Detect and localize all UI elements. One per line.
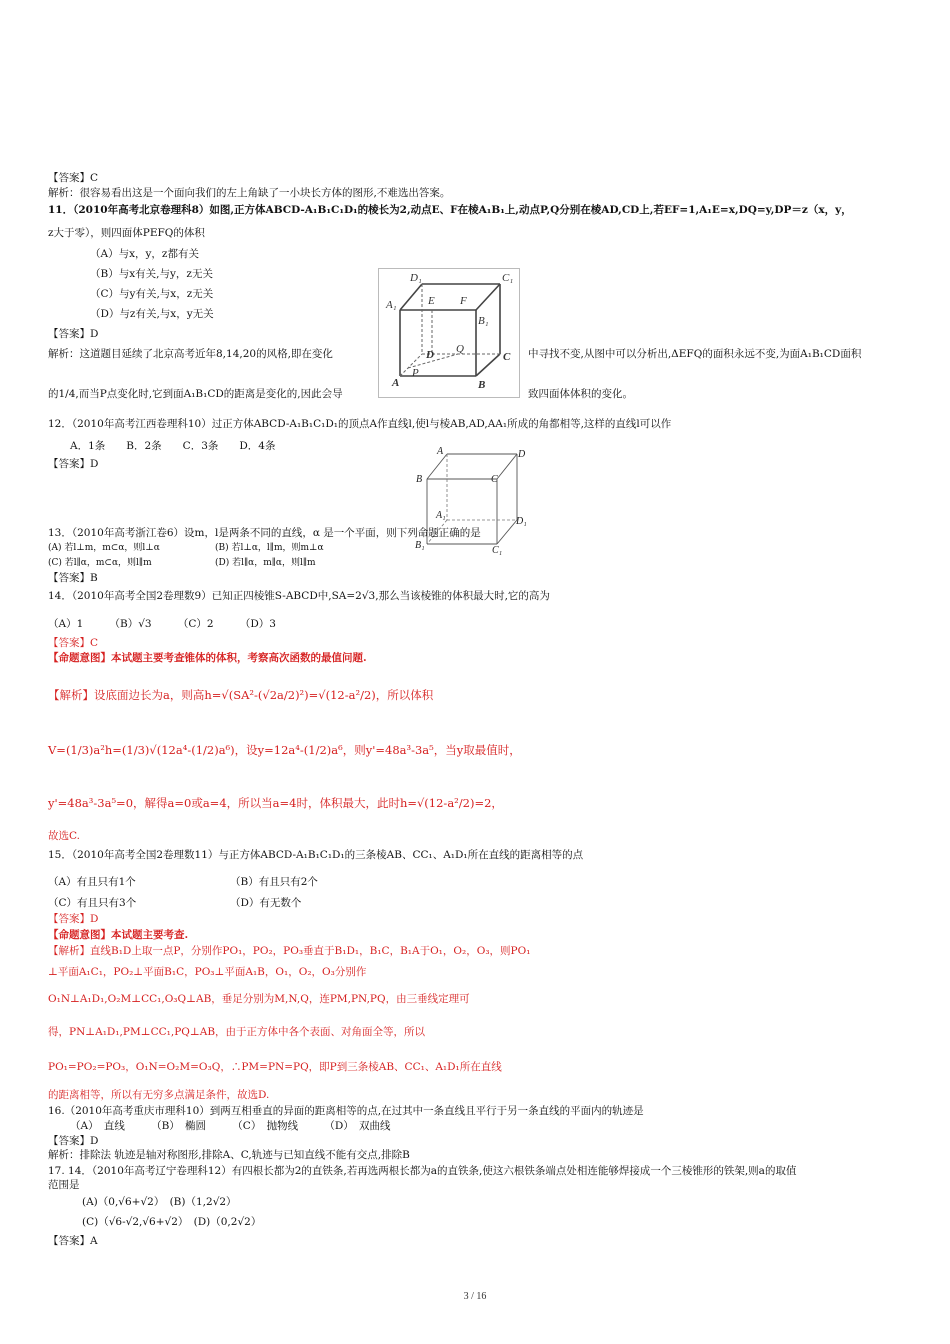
q13-option-b: (B) 若l⊥α，l∥m，则m⊥α [215,543,324,553]
question-15: 15．（2010年高考全国2卷理数11）与正方体ABCD-A₁B₁C₁D₁的三条棱AB、CC₁、A₁D₁所在直线的距离相等的点 [48,849,584,861]
analysis-text: 解析：排除法 轨迹是轴对称图形,排除A、C,轨迹与已知直线不能有交点,排除B [48,1149,410,1161]
solution-line-2: V=(1/3)a²h=(1/3)√(12a⁴-(1/2)a⁶)，设y=12a⁴-(1/2)a⁶，则y'=48a³-3a⁵，当y取最值时， [48,743,521,757]
fig1-label-a: A [392,377,400,389]
analysis-text: 的1/4,而当P点变化时,它到面A₁B₁CD的距离是变化的,因此会导 [48,388,343,400]
fig2-label-c: C [491,474,498,485]
analysis-text: 解析：这道题目延续了北京高考近年8,14,20的风格,即在变化 [48,348,333,360]
answer-label: 【答案】D [48,458,99,470]
solution-15-line-5: PO₁=PO₂=PO₃，O₁N=O₂M=O₃Q，∴PM=PN=PQ，即P到三条棱AB、CC₁、A₁D₁所在直线 [48,1061,502,1073]
answer-label-red: 【答案】C [48,637,99,649]
analysis-text: 解析：很容易看出这是一个面向我们的左上角缺了一小块长方体的图形,不难选出答案。 [48,187,451,199]
answer-label: 【答案】A [48,1235,98,1247]
fig1-label-q: Q [456,343,464,355]
q15-option-d: （D）有无数个 [230,897,302,909]
option-d: （D）与z有关,与x，y无关 [90,308,214,320]
question-13: 13．（2010年高考浙江卷6）设m，l是两条不同的直线，α 是一个平面，则下列命题正确的是 [48,527,481,539]
fig1-label-d: D [426,349,434,361]
question-17-cont: 范围是 [48,1179,80,1191]
q17-options-cd: (C)（√6-√2,√6+√2） (D)（0,2√2） [82,1216,262,1228]
fig1-label-p: P [412,367,419,379]
fig1-label-b1: B₁ [478,315,489,327]
solution-line-1: 【解析】设底面边长为a，则高h=√(SA²-(√2a/2)²)=√(12-a²/2)，所以体积 [48,688,434,702]
fig1-label-c: C [503,351,511,363]
option-a: （A）与x，y，z都有关 [90,248,199,260]
q11-text: 11．（2010年高考北京卷理科8）如图,正方体ABCD-A₁B₁C₁D₁的棱长为2,动点E、F在棱A₁B₁上,动点P,Q分别在棱AD,CD上,若EF=1,A₁E=x,DQ=y,DP＝z（x，y， [48,204,852,216]
solution-15-line-4: 得，PN⊥A₁D₁,PM⊥CC₁,PQ⊥AB，由于正方体中各个表面、对角面全等，所以 [48,1026,426,1038]
q17-options-ab: (A)（0,√6+√2） (B)（1,2√2） [82,1196,237,1208]
q13-option-a: (A) 若l⊥m，m⊂α，则l⊥α [48,543,160,553]
solution-15-line-1: 【解析】直线B₁D上取一点P，分别作PO₁，PO₂，PO₃垂直于B₁D₁，B₁C，B₁A于O₁，O₂，O₃，则PO₁ [48,945,531,957]
answer-label: 【答案】D [48,1135,99,1147]
fig2-label-d1: D₁ [516,516,527,527]
intent-text: 【命题意图】本试题主要考查锥体的体积，考察高次函数的最值问题. [48,652,367,664]
fig1-label-e: E [428,295,435,307]
intent-text: 【命题意图】本试题主要考查. [48,929,189,941]
question-17: 17. 14．（2010年高考辽宁卷理科12）有四根长都为2的直铁条,若再选两根长都为a的直铁条,使这六根铁条端点处相连能够焊接成一个三棱锥形的铁架,则a的取值 [48,1165,797,1177]
fig2-label-c1: C₁ [492,545,503,556]
fig1-label-a1: A₁ [386,299,397,311]
question-16: 16.（2010年高考重庆市理科10）到两互相垂直的异面的距离相等的点,在过其中一条直线且平行于另一条直线的平面内的轨迹是 [48,1105,644,1117]
analysis-text-right: 致四面体体积的变化。 [528,388,633,400]
fig1-label-f: F [460,295,467,307]
question-14-options: （A）1 （B）√3 （C）2 （D）3 [48,618,276,630]
question-11-cont: z大于零），则四面体PEFQ的体积 [48,227,205,239]
solution-15-line-3: O₁N⊥A₁D₁,O₂M⊥CC₁,O₃Q⊥AB，垂足分别为M,N,Q，连PM,PN,PQ，由三垂线定理可 [48,993,470,1005]
fig1-label-b: B [478,379,486,391]
fig2-label-b: B [416,474,423,485]
solution-15-line-2: ⊥平面A₁C₁，PO₂⊥平面B₁C，PO₃⊥平面A₁B，O₁，O₂，O₃分别作 [48,966,367,978]
question-11 [48,203,852,217]
q13-option-d: (D) 若l∥α，m∥α，则l∥m [215,558,316,568]
fig1-label-d1: D₁ [410,272,422,284]
q13-option-c: (C) 若l∥α，m⊂α，则l∥m [48,558,152,568]
answer-label: 【答案】B [48,572,98,584]
question-12: 12．（2010年高考江西卷理科10）过正方体ABCD-A₁B₁C₁D₁的顶点A作直线l,使l与棱AB,AD,AA₁所成的角都相等,这样的直线l可以作 [48,418,672,430]
solution-conclusion: 故选C. [48,830,80,842]
page-number: 3 / 16 [463,1291,487,1302]
fig2-label-a1: A₁ [436,510,446,521]
answer-label: 【答案】C [48,172,99,184]
option-c: （C）与y有关,与x，z无关 [90,288,214,300]
fig2-label-b1: B₁ [415,540,425,551]
question-16-options: （A） 直线 （B） 椭圆 （C） 抛物线 （D） 双曲线 [70,1120,391,1132]
question-14: 14．（2010年高考全国2卷理数9）已知正四棱锥S-ABCD中,SA=2√3,那么当该棱锥的体积最大时,它的高为 [48,590,550,602]
cube-figure-1 [378,268,520,398]
solution-15-line-6: 的距离相等，所以有无穷多点满足条件，故选D. [48,1089,270,1101]
answer-label-red: 【答案】D [48,913,99,925]
question-12-options: A．1条 B．2条 C．3条 D．4条 [70,440,276,452]
analysis-text-right: 中寻找不变,从图中可以分析出,ΔEFQ的面积永远不变,为面A₁B₁CD面积 [528,348,862,360]
fig2-label-a: A [437,446,444,457]
option-b: （B）与x有关,与y，z无关 [90,268,213,280]
fig2-label-d: D [518,449,526,460]
fig1-label-c1: C₁ [502,272,514,284]
q15-option-b: （B）有且只有2个 [230,876,318,888]
q15-option-a: （A）有且只有1个 [48,876,136,888]
solution-line-3: y'=48a³-3a⁵=0，解得a=0或a=4，所以当a=4时，体积最大，此时h=√(12-a²/2)=2， [48,796,503,810]
q15-option-c: （C）有且只有3个 [48,897,137,909]
answer-label: 【答案】D [48,328,99,340]
